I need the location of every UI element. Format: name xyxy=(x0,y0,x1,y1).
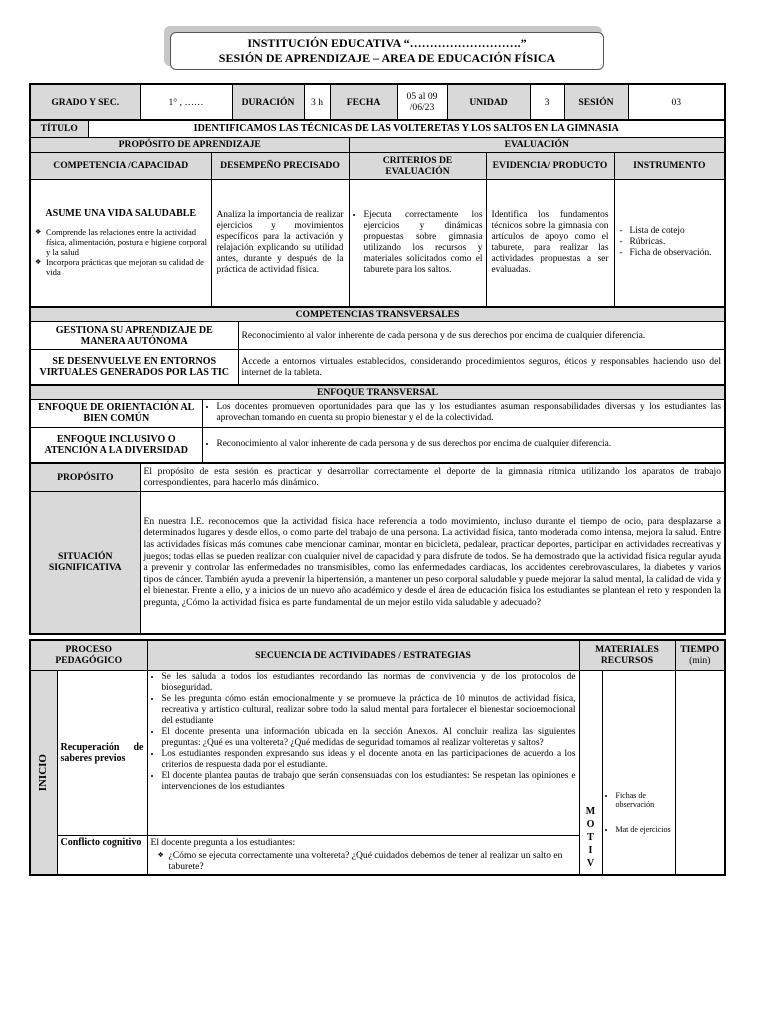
recuperacion-cell xyxy=(147,670,579,835)
enfoque-transversal-table xyxy=(29,384,726,465)
materiales-cell xyxy=(602,670,675,875)
competencias-transversales-heading: COMPETENCIAS TRANSVERSALES xyxy=(30,307,725,322)
enfoque-text-cell xyxy=(202,427,725,463)
enfoque-name: ENFOQUE INCLUSIVO O ATENCIÓN A LA DIVERSIDAD xyxy=(30,427,202,463)
proposito-table xyxy=(29,119,726,308)
competencia-cell xyxy=(30,179,211,307)
motiv-letter: V xyxy=(586,858,595,869)
proceso-table xyxy=(29,639,726,876)
recuperacion-list xyxy=(151,672,576,793)
col-tiempo-title: TIEMPO xyxy=(680,644,720,656)
motiv-letter: O xyxy=(586,819,595,830)
inicio-label: INICIO xyxy=(37,753,50,791)
lesson-plan-document xyxy=(29,83,724,876)
duracion-label: DURACIÓN xyxy=(232,84,304,120)
criterio-list xyxy=(353,210,483,276)
grado-label: GRADO Y SEC. xyxy=(30,84,140,120)
col-evidencia: EVIDENCIA/ PRODUCTO xyxy=(486,152,614,179)
transversal-competencia-text: Accede a entornos virtuales establecidos, considerando procedimientos seguros, éticos y responsables haciendo uso del internet de la tableta. xyxy=(238,350,725,385)
material-item: • Fichas de observación xyxy=(616,791,672,809)
fecha-value-line2: /06/23 xyxy=(409,102,435,113)
session-title: SESIÓN DE APRENDIZAJE – AREA DE EDUCACIÓN FÍSICA xyxy=(218,51,556,65)
transversal-competencia-text: Reconocimiento al valor inherente de cada persona y de sus derechos por encima de cualquier diferencia. xyxy=(238,322,725,350)
enfoque-text: • Reconocimiento al valor inherente de cada persona y de sus derechos por encima de cualquier diferencia. xyxy=(217,439,722,450)
conflicto-list xyxy=(151,850,576,872)
enfoque-list xyxy=(206,402,722,424)
instrumento-item: - Rúbricas. xyxy=(630,237,722,248)
inicio-cell xyxy=(30,670,57,875)
instrumento-list xyxy=(618,226,722,259)
proposito-aprendizaje-heading: PROPÓSITO DE APRENDIZAJE xyxy=(30,137,349,152)
enfoque-name: ENFOQUE DE ORIENTACIÓN AL BIEN COMÚN xyxy=(30,399,202,427)
proposito-situacion-table xyxy=(29,462,726,635)
materiales-list xyxy=(606,791,672,834)
col-tiempo-unit: (min) xyxy=(689,655,711,667)
criterio-item: • Ejecuta correctamente los ejercicios y dinámicas propuestas sobre gimnasia utilizando los recursos y materiales solicitados como el taburete para los saltos. xyxy=(364,210,483,276)
recuperacion-item: • Se les pregunta cómo están emocionalmente y se promueve la práctica de 10 minutos de actividad física, recreativa y artístico cultural, realizar sobre todo la salud mental para fortalecer el bienestar socioemocional del estudiante xyxy=(162,694,576,727)
proposito-label: PROPÓSITO xyxy=(30,463,140,491)
situacion-text: En nuestra I.E. reconocemos que la actividad física hace referencia a todo movimiento, incluso durante el tiempo de ocio, para desplazarse a determinados lugares y desde ellos, o como parte del trabajo de una persona. La actividad física, tanto moderada como intensa, mejora la salud. Entre las actividades físicas más comunes cabe mencionar caminar, montar en bicicleta, pedalear, practicar deportes, participar en actividades recreativas y juegos; todas ellas se pueden realizar con cualquier nivel de capacidad y para disfrute de todos. Se ha demostrado que la actividad física regular ayuda a prevenir y controlar las enfermedades no transmisibles, como las enfermedades cardiacas, los accidentes cerebrovasculares, la diabetes y varios tipos de cáncer. También ayuda a prevenir la hipertensión, a mantener un peso corporal saludable y puede mejorar la salud mental, la calidad de vida y el bienestar. Frente a ello, y a inicios de un nuevo año académico y desde el área de educación física los estudiantes se plantean el reto y responden la pregunta, ¿Cómo la actividad física es parte fundamental de un mejor estilo vida saludable y adecuado? xyxy=(140,491,725,634)
transversal-competencia-name: GESTIONA SU APRENDIZAJE DE MANERA AUTÓNOMA xyxy=(30,322,238,350)
instrumento-item: - Lista de cotejo xyxy=(630,226,722,237)
document-header xyxy=(170,32,604,70)
unidad-label: UNIDAD xyxy=(447,84,530,120)
col-secuencia: SECUENCIA DE ACTIVIDADES / ESTRATEGIAS xyxy=(147,640,579,670)
capacidades-list xyxy=(34,227,208,277)
conflicto-intro: El docente pregunta a los estudiantes: xyxy=(150,836,296,848)
situacion-label: SITUACIÓN SIGNIFICATIVA xyxy=(30,491,140,634)
unidad-value: 3 xyxy=(530,84,564,120)
competencias-transversales-table xyxy=(29,306,726,386)
tiempo-cell xyxy=(675,670,725,875)
col-competencia: COMPETENCIA /CAPACIDAD xyxy=(30,152,211,179)
evidencia-text: Identifica los fundamentos técnicos sobre la gimnasia con artículos de apoyo como el taburete, para realizar las actividades propuestas a ser evaluadas. xyxy=(486,179,614,307)
conflicto-cell xyxy=(147,835,579,875)
recuperacion-item: • El docente presenta una información ubicada en la sección Anexos. Al concluir realiza las siguientes preguntas: ¿Qué es una voltereta? ¿Qué medidas de seguridad tomamos al realizar volteretas y saltos? xyxy=(162,727,576,749)
proposito-text: El propósito de esta sesión es practicar y desarrollar correctamente el deporte de la gimnasia rítmica utilizando los aparatos de trabajo correspondientes, para hacerlo más dinámico. xyxy=(140,463,725,491)
criterio-cell xyxy=(349,179,486,307)
desempeno-text: Analiza la importancia de realizar ejercicios y movimientos específicos para la activación y relajación explicando su utilidad antes, durante y después de la práctica de actividad física. xyxy=(211,179,349,307)
institution-title: INSTITUCIÓN EDUCATIVA “……………………….” xyxy=(247,36,527,50)
conflicto-item: ❖ ¿Cómo se ejecuta correctamente una voltereta? ¿Qué cuidados debemos de tener al realizar un salto en taburete? xyxy=(169,850,576,872)
competencia-name: ASUME UNA VIDA SALUDABLE xyxy=(45,208,197,220)
info-table xyxy=(29,83,726,121)
transversal-competencia-name: SE DESENVUELVE EN ENTORNOS VIRTUALES GENERADOS POR LAS TIC xyxy=(30,350,238,385)
recuperacion-item: • Los estudiantes responden expresando sus ideas y el docente anota en las participaciones de acuerdo a los criterios de respuesta dada por el estudiante. xyxy=(162,749,576,771)
capacidad-item: ❖ Incorpora prácticas que mejoran su calidad de vida xyxy=(46,257,208,277)
motiv-letter: M xyxy=(585,806,596,817)
duracion-value: 3 h xyxy=(304,84,330,120)
material-item: • Mat de ejercicios xyxy=(616,825,672,834)
conflicto-label: Conflicto cognitivo xyxy=(57,835,147,875)
enfoque-list xyxy=(206,439,722,450)
recuperacion-item: • Se les saluda a todos los estudiantes recordando las normas de convivencia y de los protocolos de bioseguridad. xyxy=(162,672,576,694)
col-criterios: CRITERIOS DE EVALUACIÓN xyxy=(349,152,486,179)
col-desempeno: DESEMPEÑO PRECISADO xyxy=(211,152,349,179)
capacidad-item: ❖ Comprende las relaciones entre la actividad física, alimentación, postura e higiene corporal y la salud xyxy=(46,227,208,257)
recuperacion-item: • El docente plantea pautas de trabajo que serán consensuadas con los estudiantes: Se respetan las opiniones e intervenciones de los estudiantes xyxy=(162,771,576,793)
enfoque-text: • Los docentes promueven oportunidades para que las y los estudiantes asuman responsabilidades diversas y los estudiantes las aprovechan tomando en cuenta su propio bienestar y el de la colectividad. xyxy=(217,402,722,424)
col-materiales: MATERIALES RECURSOS xyxy=(579,640,675,670)
motiv-letter: I xyxy=(588,845,593,856)
col-proceso: PROCESO PEDAGÓGICO xyxy=(30,640,147,670)
fecha-value xyxy=(397,84,447,120)
titulo-label: TÍTULO xyxy=(30,120,88,137)
titulo-value: IDENTIFICAMOS LAS TÉCNICAS DE LAS VOLTERETAS Y LOS SALTOS EN LA GIMNASIA xyxy=(88,120,725,137)
fecha-value-line1: 05 al 09 xyxy=(406,91,438,102)
enfoque-transversal-heading: ENFOQUE TRANSVERSAL xyxy=(30,385,725,400)
motiv-cell xyxy=(579,670,602,875)
sesion-label: SESIÓN xyxy=(564,84,628,120)
motiv-label xyxy=(580,805,602,874)
evaluacion-heading: EVALUACIÓN xyxy=(349,137,725,152)
grado-value: 1° , …… xyxy=(140,84,232,120)
sesion-value: 03 xyxy=(628,84,725,120)
motiv-letter: T xyxy=(587,832,594,843)
recuperacion-label: Recuperación de saberes previos xyxy=(57,670,147,835)
enfoque-text-cell xyxy=(202,399,725,427)
instrumento-item: - Ficha de observación. xyxy=(630,248,722,259)
instrumento-cell xyxy=(614,179,725,307)
fecha-label: FECHA xyxy=(330,84,397,120)
col-instrumento: INSTRUMENTO xyxy=(614,152,725,179)
col-tiempo xyxy=(675,640,725,670)
